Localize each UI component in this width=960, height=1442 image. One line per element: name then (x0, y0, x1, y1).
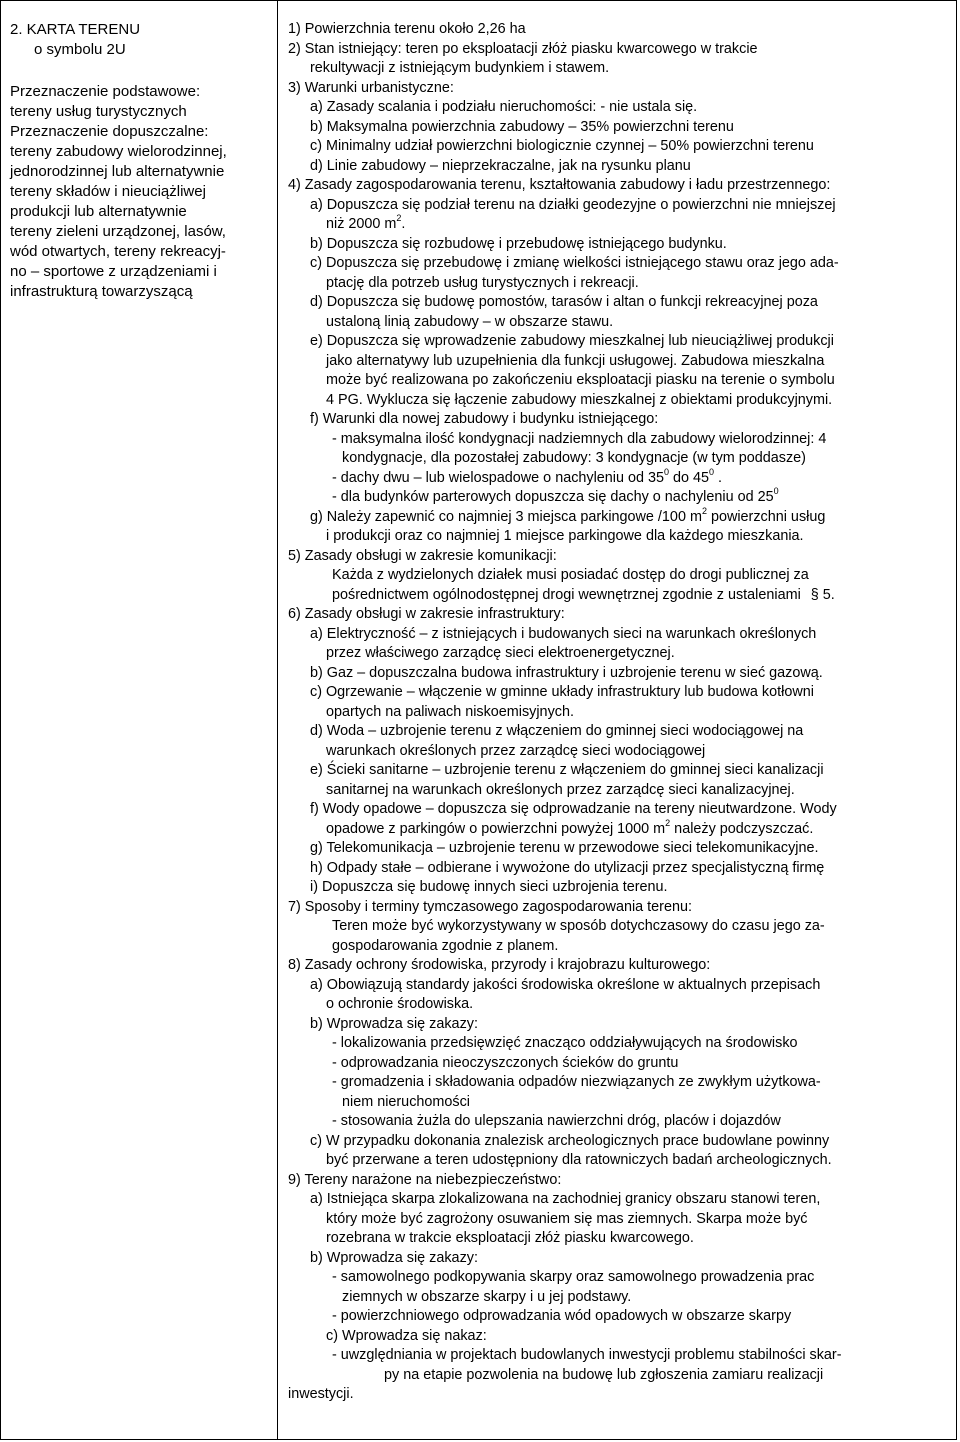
text-line: - lokalizowania przedsięwzięć znacząco oddziaływujących na środowisko (332, 1035, 798, 1051)
summary-line: Przeznaczenie dopuszczalne: (10, 123, 209, 140)
text-line: c) W przypadku dokonania znalezisk archeologicznych prace budowlane powinny (310, 1132, 830, 1149)
text-line: a) Istniejąca skarpa zlokalizowana na zachodniej granicy obszaru stanowi teren, (310, 1191, 821, 1207)
text-line: - maksymalna ilość kondygnacji nadziemnych dla zabudowy wielorodzinnej: 4 (332, 430, 827, 447)
text-line: e) Ścieki sanitarne – uzbrojenie terenu z włączeniem do gminnej sieci kanalizacji (310, 762, 824, 778)
summary-line: tereny składów i nieuciążliwej (10, 183, 206, 200)
text-line: 4 PG. Wyklucza się łączenie zabudowy mieszkalnej z obiektami produkcyjnymi. (326, 391, 833, 408)
text-line: a) Elektryczność – z istniejących i budowanych sieci na warunkach określonych (310, 625, 817, 642)
text-line: - dachy dwu – lub wielospadowe o nachyleniu od $35^0$ do $45^0$ . (332, 466, 723, 486)
text-line: - samowolnego podkopywania skarpy oraz samowolnego prowadzenia prac (332, 1269, 815, 1285)
text-line: rozebrana w trakcie eksploatacji złóż piasku kwarcowego. (326, 1230, 694, 1246)
text-line: py na etapie pozwolenia na budowę lub zgłoszenia zamiaru realizacji (384, 1366, 824, 1383)
text-line: 4) Zasady zagospodarowania terenu, kształtowania zabudowy i ładu przestrzennego: (288, 177, 831, 193)
text-line: - stosowania żużla do ulepszania nawierzchni dróg, placów i dojazdów (332, 1113, 781, 1129)
summary-line: jednorodzinnej lub alternatywnie (10, 163, 225, 180)
text-line: inwestycji. (288, 1386, 354, 1402)
text-line: - odprowadzania nieoczyszczonych ścieków do gruntu (332, 1054, 679, 1071)
text-line: ustaloną linią zabudowy – w obszarze stawu. (326, 313, 614, 330)
text-line: g) Należy zapewnić co najmniej 3 miejsca parkingowe /100 $m^2$ powierzchni usług (310, 505, 826, 525)
text-line: rekultywacji z istniejącym budynkiem i stawem. (310, 60, 610, 76)
text-line: f) Warunki dla nowej zabudowy i budynku istniejącego: (310, 411, 659, 427)
text-line: - powierzchniowego odprowadzania wód opadowych w obszarze skarpy (332, 1308, 792, 1324)
text-line: który może być zagrożony osuwaniem się mas ziemnych. Skarpa może być (326, 1210, 808, 1227)
summary-line: tereny zieleni urządzonej, lasów, (10, 223, 226, 240)
text-line: a) Obowiązują standardy jakości środowiska określone w aktualnych przepisach (310, 976, 821, 993)
text-line: c) Ogrzewanie – włączenie w gminne układy infrastruktury lub budowa kotłowni (310, 684, 814, 700)
text-line: 7) Sposoby i terminy tymczasowego zagospodarowania terenu: (288, 898, 692, 915)
text-line: b) Wprowadza się zakazy: (310, 1249, 478, 1266)
text-line: być przerwane a teren udostępniony dla ratowniczych badań archeologicznych. (326, 1152, 832, 1168)
text-line: g) Telekomunikacja – uzbrojenie terenu w przewodowe sieci telekomunikacyjne. (310, 840, 819, 856)
text-line: 3) Warunki urbanistyczne: (288, 79, 454, 96)
column-divider (277, 0, 278, 1440)
summary-line: produkcji lub alternatywnie (10, 203, 187, 220)
text-line: ziemnych w obszarze skarpy i u jej podstawy. (342, 1288, 632, 1305)
summary-line: Przeznaczenie podstawowe: (10, 83, 201, 100)
text-line: i produkcji oraz co najmniej 1 miejsce parkingowe dla każdego mieszkania. (326, 528, 804, 544)
text-line: pośrednictwem ogólnodostępnej drogi wewnętrznej zgodnie z ustaleniami § 5. (332, 586, 835, 603)
text-line: warunkach określonych przez zarządcę sieci wodociągowej (326, 742, 706, 759)
text-line: d) Woda – uzbrojenie terenu z włączeniem do gminnej sieci wodociągowej na (310, 723, 804, 739)
text-line: f) Wody opadowe – dopuszcza się odprowadzanie na tereny nieutwardzone. Wody (310, 801, 837, 817)
summary-line: wód otwartych, tereny rekreacyj- (10, 243, 226, 260)
text-line: jako alternatywy lub uzupełnienia dla funkcji usługowej. Zabudowa mieszkalna (326, 352, 825, 369)
text-line: opadowe z parkingów o powierzchni powyżej 1000 $m^2$ należy podczyszczać. (326, 817, 814, 837)
text-line: b) Dopuszcza się rozbudowę i przebudowę istniejącego budynku. (310, 235, 727, 252)
text-line: d) Dopuszcza się budowę pomostów, tarasów i altan o funkcji rekreacyjnej poza (310, 294, 818, 310)
text-line: c) Minimalny udział powierzchni biologicznie czynnej – 50% powierzchni terenu (310, 138, 814, 154)
text-line: d) Linie zabudowy – nieprzekraczalne, jak na rysunku planu (310, 157, 691, 174)
text-line: e) Dopuszcza się wprowadzenie zabudowy mieszkalnej lub nieuciążliwej produkcji (310, 333, 834, 349)
text-line: kondygnacje, dla pozostałej zabudowy: 3 kondygnacje (w tym poddasze) (342, 450, 806, 466)
text-line: sanitarnej na warunkach określonych przez zarządcę sieci kanalizacyjnej. (326, 781, 795, 798)
summary-line: no – sportowe z urządzeniami i (10, 263, 217, 280)
text-line: a) Zasady scalania i podziału nieruchomości: - nie ustala się. (310, 99, 698, 115)
text-line: Teren może być wykorzystywany w sposób dotychczasowy do czasu jego za- (332, 918, 825, 934)
text-line: ptację dla potrzeb usług turystycznych i rekreacji. (326, 274, 639, 291)
text-line: 6) Zasady obsługi w zakresie infrastruktury: (288, 606, 565, 622)
text-line: opartych na paliwach niskoemisyjnych. (326, 703, 574, 720)
text-line: c) Dopuszcza się przebudowę i zmianę wielkości istniejącego stawu oraz jego ada- (310, 255, 839, 271)
text-line: - uwzględniania w projektach budowlanych inwestycji problemu stabilności skar- (332, 1347, 842, 1363)
land-card-summary (10, 20, 268, 302)
regulations-text (288, 20, 950, 1405)
text-line: niż 2000 $m^2$. (326, 213, 406, 232)
summary-line: tereny usług turystycznych (10, 103, 187, 120)
text-line: b) Wprowadza się zakazy: (310, 1015, 478, 1032)
text-line: 9) Tereny narażone na niebezpieczeństwo: (288, 1171, 562, 1188)
text-line: niem nieruchomości (342, 1093, 470, 1110)
text-line: - gromadzenia i składowania odpadów niezwiązanych ze zwykłym użytkowa- (332, 1074, 821, 1090)
text-line: 2) Stan istniejący: teren po eksploatacji złóż piasku kwarcowego w trakcie (288, 40, 758, 57)
text-line: - dla budynków parterowych dopuszcza się dachy o nachyleniu od $25^0$ (332, 486, 779, 505)
card-symbol: o symbolu 2U (34, 41, 126, 58)
text-line: przez właściwego zarządcę sieci elektroenergetycznej. (326, 645, 675, 661)
text-line: a) Dopuszcza się podział terenu na działki geodezyjne o powierzchni nie mniejszej (310, 196, 836, 213)
summary-line: tereny zabudowy wielorodzinnej, (10, 143, 227, 160)
text-line: c) Wprowadza się nakaz: (326, 1327, 487, 1344)
text-line: Każda z wydzielonych działek musi posiadać dostęp do drogi publicznej za (332, 567, 809, 583)
text-line: może być realizowana po zakończeniu eksploatacji piasku na terenie o symbolu (326, 372, 835, 388)
summary-line: infrastrukturą towarzyszącą (10, 283, 193, 300)
text-line: 1) Powierzchnia terenu około 2,26 ha (288, 21, 526, 37)
text-line: o ochronie środowiska. (326, 996, 474, 1012)
text-line: b) Maksymalna powierzchnia zabudowy – 35% powierzchni terenu (310, 118, 734, 135)
card-title: 2. KARTA TERENU (10, 21, 141, 38)
text-line: 5) Zasady obsługi w zakresie komunikacji: (288, 547, 557, 564)
text-line: b) Gaz – dopuszczalna budowa infrastruktury i uzbrojenie terenu w sieć gazową. (310, 664, 823, 681)
text-line: 8) Zasady ochrony środowiska, przyrody i krajobrazu kulturowego: (288, 957, 711, 973)
text-line: h) Odpady stałe – odbierane i wywożone do utylizacji przez specjalistyczną firmę (310, 859, 825, 876)
text-line: i) Dopuszcza się budowę innych sieci uzbrojenia terenu. (310, 879, 668, 895)
text-line: gospodarowania zgodnie z planem. (332, 937, 559, 954)
